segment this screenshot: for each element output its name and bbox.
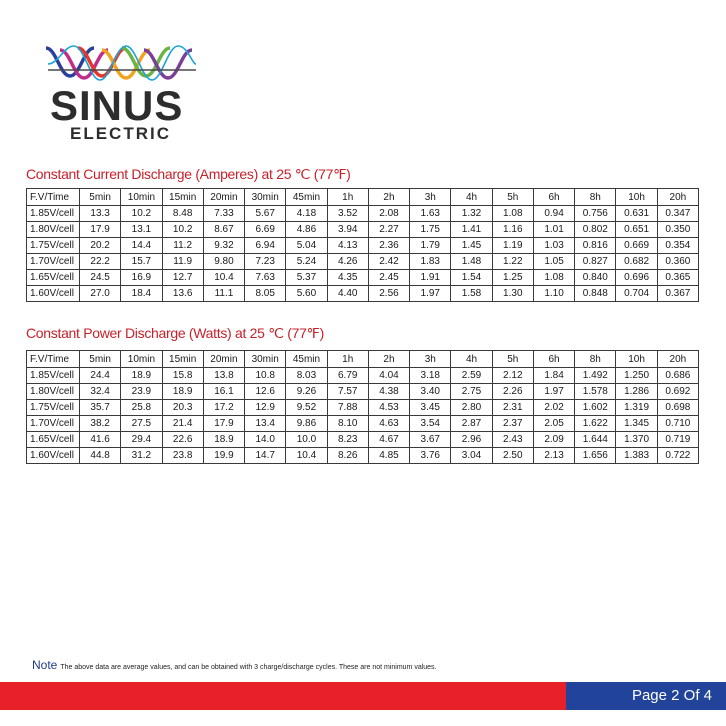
column-header: 30min bbox=[245, 189, 286, 206]
table-cell: 0.682 bbox=[616, 254, 657, 270]
column-header: 6h bbox=[533, 189, 574, 206]
power-discharge-table bbox=[26, 350, 699, 464]
table-cell: 38.2 bbox=[80, 416, 121, 432]
table-cell: 0.94 bbox=[533, 206, 574, 222]
table-cell: 20.3 bbox=[162, 400, 203, 416]
table-cell: 1.41 bbox=[451, 222, 492, 238]
row-label: 1.65V/cell bbox=[27, 270, 80, 286]
table-cell: 9.86 bbox=[286, 416, 327, 432]
table-cell: 24.5 bbox=[80, 270, 121, 286]
table-row bbox=[27, 286, 699, 302]
table-cell: 2.12 bbox=[492, 368, 533, 384]
table-cell: 8.26 bbox=[327, 448, 368, 464]
table-cell: 1.03 bbox=[533, 238, 574, 254]
table-cell: 5.04 bbox=[286, 238, 327, 254]
table-cell: 1.54 bbox=[451, 270, 492, 286]
column-header: 30min bbox=[245, 351, 286, 368]
table-cell: 27.5 bbox=[121, 416, 162, 432]
row-label: 1.75V/cell bbox=[27, 400, 80, 416]
table-cell: 2.27 bbox=[368, 222, 409, 238]
table-cell: 2.13 bbox=[533, 448, 574, 464]
table-cell: 4.53 bbox=[368, 400, 409, 416]
table-cell: 20.2 bbox=[80, 238, 121, 254]
table-cell: 10.8 bbox=[245, 368, 286, 384]
table-cell: 3.04 bbox=[451, 448, 492, 464]
table-cell: 1.05 bbox=[533, 254, 574, 270]
table-cell: 10.2 bbox=[162, 222, 203, 238]
table-cell: 0.848 bbox=[575, 286, 616, 302]
table-cell: 0.698 bbox=[657, 400, 698, 416]
table-cell: 44.8 bbox=[80, 448, 121, 464]
table-cell: 0.710 bbox=[657, 416, 698, 432]
table-cell: 2.26 bbox=[492, 384, 533, 400]
table-cell: 14.4 bbox=[121, 238, 162, 254]
footer-red-bar bbox=[0, 682, 566, 710]
table-cell: 0.722 bbox=[657, 448, 698, 464]
page-number: Page 2 Of 4 bbox=[631, 687, 712, 704]
table-cell: 13.3 bbox=[80, 206, 121, 222]
note-text: The above data are average values, and can be obtained with 3 charge/discharge cycles. These are not minimum values. bbox=[60, 664, 437, 671]
column-header: 10min bbox=[121, 351, 162, 368]
table-cell: 1.32 bbox=[451, 206, 492, 222]
column-header: 20h bbox=[657, 351, 698, 368]
table-cell: 2.02 bbox=[533, 400, 574, 416]
column-header: 10h bbox=[616, 351, 657, 368]
current-discharge-table bbox=[26, 188, 699, 302]
footnote bbox=[32, 658, 437, 672]
table-cell: 1.83 bbox=[410, 254, 451, 270]
table-cell: 1.622 bbox=[575, 416, 616, 432]
note-label: Note bbox=[32, 658, 58, 672]
table-cell: 4.86 bbox=[286, 222, 327, 238]
table-cell: 2.37 bbox=[492, 416, 533, 432]
table-cell: 2.09 bbox=[533, 432, 574, 448]
header-row bbox=[27, 189, 699, 206]
table-cell: 6.79 bbox=[327, 368, 368, 384]
table-cell: 8.48 bbox=[162, 206, 203, 222]
table-cell: 15.7 bbox=[121, 254, 162, 270]
table-cell: 2.80 bbox=[451, 400, 492, 416]
table-cell: 5.24 bbox=[286, 254, 327, 270]
table-cell: 1.19 bbox=[492, 238, 533, 254]
table-cell: 0.669 bbox=[616, 238, 657, 254]
table-cell: 25.8 bbox=[121, 400, 162, 416]
table-cell: 23.8 bbox=[162, 448, 203, 464]
table-cell: 0.696 bbox=[616, 270, 657, 286]
table-cell: 5.37 bbox=[286, 270, 327, 286]
table-cell: 2.31 bbox=[492, 400, 533, 416]
table-cell: 7.57 bbox=[327, 384, 368, 400]
table-cell: 1.492 bbox=[575, 368, 616, 384]
column-header: 4h bbox=[451, 189, 492, 206]
table-cell: 3.67 bbox=[410, 432, 451, 448]
table-cell: 6.69 bbox=[245, 222, 286, 238]
table-cell: 1.383 bbox=[616, 448, 657, 464]
column-header: 20min bbox=[203, 351, 244, 368]
column-header: 45min bbox=[286, 189, 327, 206]
table-row bbox=[27, 368, 699, 384]
table-cell: 19.9 bbox=[203, 448, 244, 464]
current-table-title: Constant Current Discharge (Amperes) at 25 ℃ (77℉) bbox=[26, 166, 351, 182]
table-cell: 0.692 bbox=[657, 384, 698, 400]
table-cell: 1.58 bbox=[451, 286, 492, 302]
table-cell: 2.50 bbox=[492, 448, 533, 464]
sinus-electric-logo bbox=[44, 40, 200, 150]
table-cell: 4.04 bbox=[368, 368, 409, 384]
column-header: 10h bbox=[616, 189, 657, 206]
table-cell: 0.827 bbox=[575, 254, 616, 270]
table-row bbox=[27, 222, 699, 238]
table-cell: 4.18 bbox=[286, 206, 327, 222]
table-cell: 4.35 bbox=[327, 270, 368, 286]
table-cell: 16.1 bbox=[203, 384, 244, 400]
table-cell: 11.1 bbox=[203, 286, 244, 302]
table-cell: 1.48 bbox=[451, 254, 492, 270]
table-cell: 2.36 bbox=[368, 238, 409, 254]
table-cell: 1.97 bbox=[410, 286, 451, 302]
column-header: 5min bbox=[80, 351, 121, 368]
table-row bbox=[27, 448, 699, 464]
row-label: 1.85V/cell bbox=[27, 368, 80, 384]
table-cell: 17.9 bbox=[80, 222, 121, 238]
table-cell: 9.32 bbox=[203, 238, 244, 254]
table-cell: 10.0 bbox=[286, 432, 327, 448]
table-row bbox=[27, 432, 699, 448]
table-cell: 5.60 bbox=[286, 286, 327, 302]
column-header: F.V/Time bbox=[27, 351, 80, 368]
row-label: 1.85V/cell bbox=[27, 206, 80, 222]
table-cell: 2.43 bbox=[492, 432, 533, 448]
table-cell: 2.96 bbox=[451, 432, 492, 448]
table-cell: 7.33 bbox=[203, 206, 244, 222]
table-cell: 4.38 bbox=[368, 384, 409, 400]
table-cell: 23.9 bbox=[121, 384, 162, 400]
table-cell: 2.75 bbox=[451, 384, 492, 400]
column-header: 8h bbox=[575, 351, 616, 368]
table-cell: 5.67 bbox=[245, 206, 286, 222]
table-cell: 3.52 bbox=[327, 206, 368, 222]
table-row bbox=[27, 254, 699, 270]
table-row bbox=[27, 206, 699, 222]
table-cell: 12.7 bbox=[162, 270, 203, 286]
table-cell: 1.345 bbox=[616, 416, 657, 432]
column-header: 6h bbox=[533, 351, 574, 368]
table-cell: 11.2 bbox=[162, 238, 203, 254]
table-cell: 2.45 bbox=[368, 270, 409, 286]
row-label: 1.60V/cell bbox=[27, 448, 80, 464]
table-cell: 0.354 bbox=[657, 238, 698, 254]
column-header: 5h bbox=[492, 189, 533, 206]
column-header: 45min bbox=[286, 351, 327, 368]
column-header: 3h bbox=[410, 189, 451, 206]
table-cell: 21.4 bbox=[162, 416, 203, 432]
table-cell: 1.63 bbox=[410, 206, 451, 222]
table-cell: 10.4 bbox=[203, 270, 244, 286]
table-cell: 1.16 bbox=[492, 222, 533, 238]
table-cell: 22.2 bbox=[80, 254, 121, 270]
table-cell: 13.1 bbox=[121, 222, 162, 238]
table-cell: 0.347 bbox=[657, 206, 698, 222]
table-cell: 0.365 bbox=[657, 270, 698, 286]
table-cell: 1.644 bbox=[575, 432, 616, 448]
column-header: 1h bbox=[327, 351, 368, 368]
table-cell: 0.686 bbox=[657, 368, 698, 384]
header-row bbox=[27, 351, 699, 368]
table-cell: 13.6 bbox=[162, 286, 203, 302]
table-row bbox=[27, 400, 699, 416]
table-cell: 24.4 bbox=[80, 368, 121, 384]
table-cell: 8.10 bbox=[327, 416, 368, 432]
table-cell: 7.63 bbox=[245, 270, 286, 286]
row-label: 1.80V/cell bbox=[27, 222, 80, 238]
table-cell: 18.9 bbox=[162, 384, 203, 400]
table-cell: 17.2 bbox=[203, 400, 244, 416]
table-cell: 1.08 bbox=[533, 270, 574, 286]
table-cell: 1.286 bbox=[616, 384, 657, 400]
table-cell: 16.9 bbox=[121, 270, 162, 286]
table-cell: 18.4 bbox=[121, 286, 162, 302]
column-header: 5h bbox=[492, 351, 533, 368]
table-cell: 0.840 bbox=[575, 270, 616, 286]
table-cell: 4.13 bbox=[327, 238, 368, 254]
table-cell: 3.40 bbox=[410, 384, 451, 400]
table-cell: 13.4 bbox=[245, 416, 286, 432]
column-header: 20min bbox=[203, 189, 244, 206]
table-row bbox=[27, 416, 699, 432]
table-cell: 17.9 bbox=[203, 416, 244, 432]
table-cell: 1.370 bbox=[616, 432, 657, 448]
table-cell: 3.18 bbox=[410, 368, 451, 384]
table-cell: 32.4 bbox=[80, 384, 121, 400]
table-cell: 12.6 bbox=[245, 384, 286, 400]
table-cell: 2.05 bbox=[533, 416, 574, 432]
table-cell: 8.03 bbox=[286, 368, 327, 384]
column-header: 2h bbox=[368, 351, 409, 368]
table-cell: 0.756 bbox=[575, 206, 616, 222]
brand-subtitle: ELECTRIC bbox=[70, 124, 171, 143]
table-cell: 3.45 bbox=[410, 400, 451, 416]
table-cell: 1.79 bbox=[410, 238, 451, 254]
table-cell: 0.704 bbox=[616, 286, 657, 302]
table-cell: 14.0 bbox=[245, 432, 286, 448]
power-table-title: Constant Power Discharge (Watts) at 25 ℃ (77℉) bbox=[26, 325, 324, 341]
row-label: 1.65V/cell bbox=[27, 432, 80, 448]
table-cell: 18.9 bbox=[121, 368, 162, 384]
table-cell: 2.87 bbox=[451, 416, 492, 432]
table-cell: 3.54 bbox=[410, 416, 451, 432]
table-cell: 0.367 bbox=[657, 286, 698, 302]
table-cell: 1.602 bbox=[575, 400, 616, 416]
table-cell: 9.26 bbox=[286, 384, 327, 400]
table-cell: 6.94 bbox=[245, 238, 286, 254]
table-cell: 1.75 bbox=[410, 222, 451, 238]
table-cell: 41.6 bbox=[80, 432, 121, 448]
table-cell: 1.22 bbox=[492, 254, 533, 270]
column-header: F.V/Time bbox=[27, 189, 80, 206]
table-cell: 1.30 bbox=[492, 286, 533, 302]
column-header: 15min bbox=[162, 189, 203, 206]
table-cell: 1.91 bbox=[410, 270, 451, 286]
table-cell: 2.59 bbox=[451, 368, 492, 384]
table-cell: 22.6 bbox=[162, 432, 203, 448]
column-header: 10min bbox=[121, 189, 162, 206]
table-cell: 27.0 bbox=[80, 286, 121, 302]
table-cell: 14.7 bbox=[245, 448, 286, 464]
row-label: 1.80V/cell bbox=[27, 384, 80, 400]
table-cell: 0.350 bbox=[657, 222, 698, 238]
table-cell: 1.25 bbox=[492, 270, 533, 286]
table-cell: 1.01 bbox=[533, 222, 574, 238]
column-header: 20h bbox=[657, 189, 698, 206]
table-cell: 1.08 bbox=[492, 206, 533, 222]
table-cell: 2.08 bbox=[368, 206, 409, 222]
table-cell: 4.85 bbox=[368, 448, 409, 464]
table-cell: 0.719 bbox=[657, 432, 698, 448]
table-row bbox=[27, 270, 699, 286]
column-header: 8h bbox=[575, 189, 616, 206]
brand-name: SINUS bbox=[50, 82, 184, 129]
row-label: 1.70V/cell bbox=[27, 416, 80, 432]
table-row bbox=[27, 238, 699, 254]
table-cell: 0.360 bbox=[657, 254, 698, 270]
table-cell: 0.651 bbox=[616, 222, 657, 238]
table-cell: 9.52 bbox=[286, 400, 327, 416]
table-cell: 31.2 bbox=[121, 448, 162, 464]
table-cell: 8.05 bbox=[245, 286, 286, 302]
table-cell: 1.319 bbox=[616, 400, 657, 416]
table-cell: 13.8 bbox=[203, 368, 244, 384]
table-cell: 2.56 bbox=[368, 286, 409, 302]
table-cell: 29.4 bbox=[121, 432, 162, 448]
table-cell: 3.76 bbox=[410, 448, 451, 464]
column-header: 5min bbox=[80, 189, 121, 206]
table-cell: 10.4 bbox=[286, 448, 327, 464]
table-cell: 1.45 bbox=[451, 238, 492, 254]
column-header: 3h bbox=[410, 351, 451, 368]
table-cell: 1.10 bbox=[533, 286, 574, 302]
table-row bbox=[27, 384, 699, 400]
table-cell: 8.23 bbox=[327, 432, 368, 448]
table-cell: 1.84 bbox=[533, 368, 574, 384]
table-cell: 1.656 bbox=[575, 448, 616, 464]
column-header: 1h bbox=[327, 189, 368, 206]
table-cell: 4.67 bbox=[368, 432, 409, 448]
table-cell: 10.2 bbox=[121, 206, 162, 222]
table-cell: 7.23 bbox=[245, 254, 286, 270]
column-header: 15min bbox=[162, 351, 203, 368]
table-cell: 18.9 bbox=[203, 432, 244, 448]
table-cell: 11.9 bbox=[162, 254, 203, 270]
table-cell: 12.9 bbox=[245, 400, 286, 416]
table-cell: 8.67 bbox=[203, 222, 244, 238]
table-cell: 0.631 bbox=[616, 206, 657, 222]
table-cell: 2.42 bbox=[368, 254, 409, 270]
table-cell: 1.578 bbox=[575, 384, 616, 400]
table-cell: 4.63 bbox=[368, 416, 409, 432]
table-cell: 0.802 bbox=[575, 222, 616, 238]
table-cell: 35.7 bbox=[80, 400, 121, 416]
table-cell: 4.26 bbox=[327, 254, 368, 270]
table-cell: 4.40 bbox=[327, 286, 368, 302]
table-cell: 7.88 bbox=[327, 400, 368, 416]
table-cell: 9.80 bbox=[203, 254, 244, 270]
row-label: 1.70V/cell bbox=[27, 254, 80, 270]
table-cell: 1.250 bbox=[616, 368, 657, 384]
row-label: 1.75V/cell bbox=[27, 238, 80, 254]
table-cell: 15.8 bbox=[162, 368, 203, 384]
column-header: 2h bbox=[368, 189, 409, 206]
wave-logo-icon bbox=[44, 40, 200, 84]
table-cell: 0.816 bbox=[575, 238, 616, 254]
column-header: 4h bbox=[451, 351, 492, 368]
table-cell: 1.97 bbox=[533, 384, 574, 400]
table-cell: 3.94 bbox=[327, 222, 368, 238]
row-label: 1.60V/cell bbox=[27, 286, 80, 302]
